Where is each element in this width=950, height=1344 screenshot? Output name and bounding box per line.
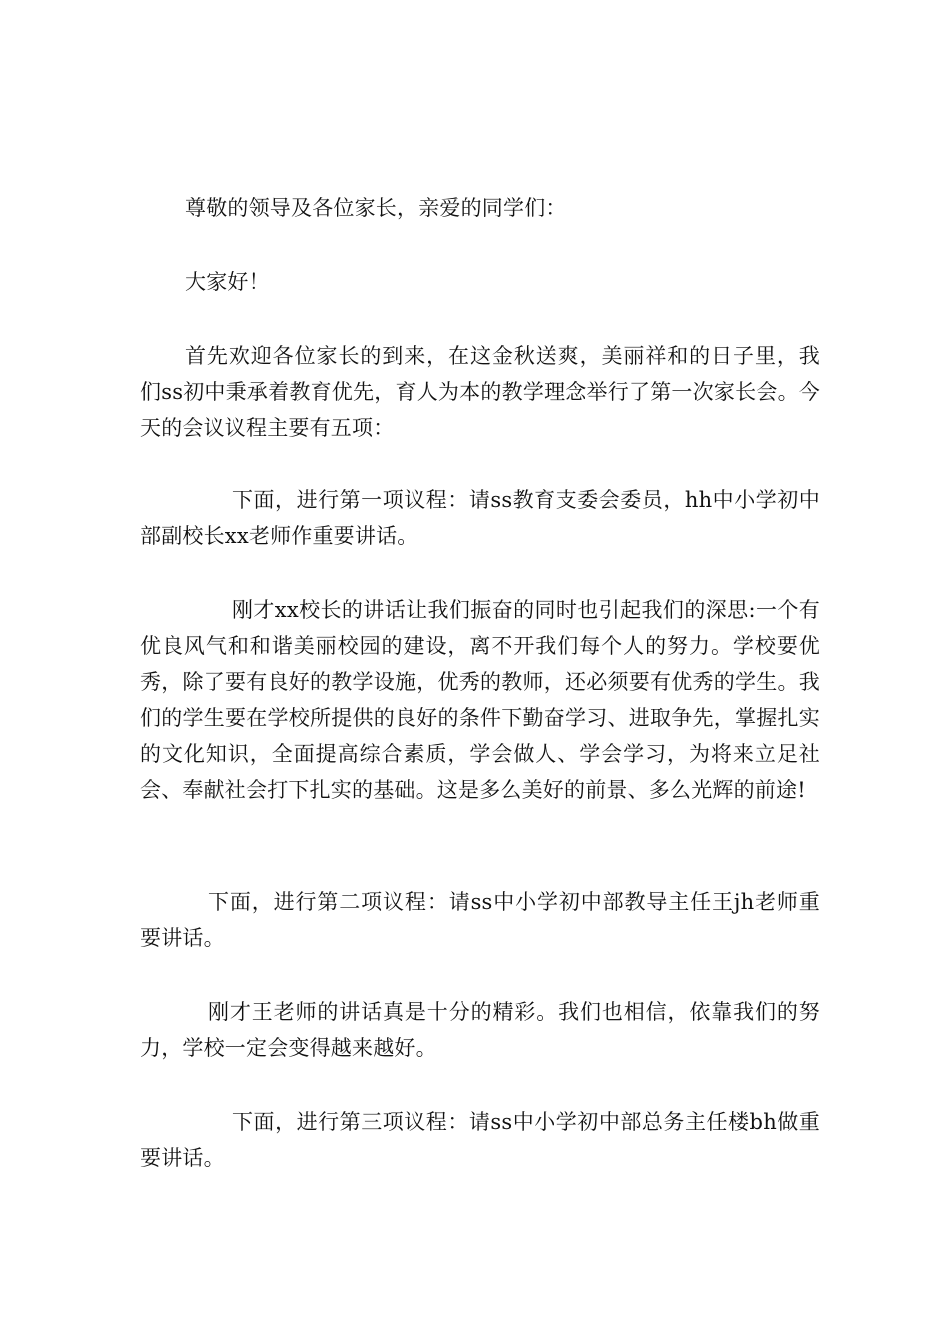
reflection-paragraph: 刚才xx校长的讲话让我们振奋的同时也引起我们的深思:一个有优良风气和和谐美丽校园的建设，离不开我们每个人的努力。学校要优秀，除了要有良好的教学设施，优秀的教师，还必须要有优秀的学生。我们的学生要在学校所提供的良好的条件下勤奋学习、进取争先，掌握扎实的文化知识，全面提高综合素质，学会做人、学会学习，为将来立足社会、奉献社会打下扎实的基础。这是多么美好的前景、多么光辉的前途! xyxy=(140,598,820,802)
agenda-item-3-paragraph: 下面，进行第三项议程：请ss中小学初中部总务主任楼bh做重要讲话。 xyxy=(140,1110,820,1170)
agenda-item-1-paragraph: 下面，进行第一项议程：请ss教育支委会委员，hh中小学初中部副校长xx老师作重要讲话。 xyxy=(140,488,820,548)
agenda-item-2-paragraph: 下面，进行第二项议程：请ss中小学初中部教导主任王jh老师重要讲话。 xyxy=(140,890,820,950)
salutation-paragraph: 大家好！ xyxy=(185,270,270,294)
welcome-paragraph: 首先欢迎各位家长的到来，在这金秋送爽，美丽祥和的日子里，我们ss初中秉承着教育优先，育人为本的教学理念举行了第一次家长会。今天的会议议程主要有五项： xyxy=(140,344,820,440)
greeting-paragraph: 尊敬的领导及各位家长，亲爱的同学们： xyxy=(185,196,567,220)
comment-paragraph: 刚才王老师的讲话真是十分的精彩。我们也相信，依靠我们的努力，学校一定会变得越来越好。 xyxy=(140,1000,820,1060)
